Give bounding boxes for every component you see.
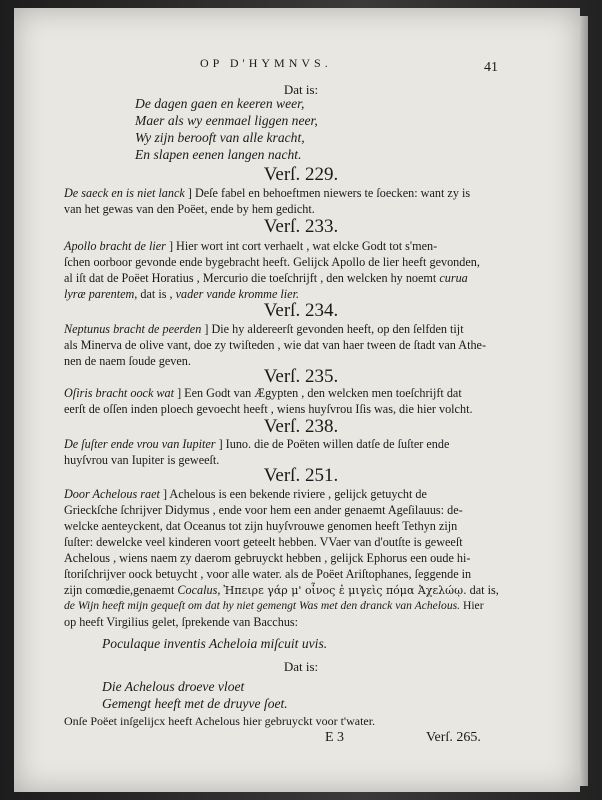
- dat-is-label: Dat is:: [283, 659, 319, 674]
- text: ] Die hy aldereerſt gevonden heeft, op den ſelfden tijt: [204, 322, 464, 336]
- commentary-line: als Minerva de olive vant, doe zy twiſteden , wie dat van haer tween de ſtadt van Athe-: [64, 338, 487, 352]
- lemma: De saeck en is niet lanck: [64, 186, 185, 200]
- text: zijn comœdie,genaemt: [64, 583, 175, 597]
- lemma: De ſuſter ende vrou van Iupiter: [64, 437, 216, 451]
- text: , dat is ,: [134, 287, 173, 301]
- text: Hier: [462, 599, 484, 612]
- running-head: OP D'HYMNVS.: [200, 56, 332, 70]
- commentary-line: [64, 599, 484, 612]
- verse-line: Wy zijn berooft van alle kracht,: [135, 130, 305, 145]
- commentary-line: Achelous , wiens naem zy daerom gebruyckt hebben , gelijck Ephorus een oude hi-: [64, 551, 471, 565]
- italic-text: curua: [439, 271, 468, 285]
- signature-mark: E 3: [325, 730, 345, 745]
- text: ] Een Godt van Ægypten , den welcken men toeſchrijft dat: [177, 386, 462, 400]
- commentary-line: [64, 186, 470, 201]
- commentary-line: [64, 239, 437, 254]
- text: al iſt dat de Poëet Horatius , Mercurio die toeſchrijft , den welcken hy noemt: [64, 271, 437, 285]
- section-heading: Verſ. 238.: [263, 416, 339, 437]
- commentary-line: huyſvrou van Iupiter is geweeſt.: [64, 453, 220, 467]
- italic-text: lyræ parentem: [64, 287, 135, 301]
- latin-quote: Poculaque inventis Acheloia miſcuit uvis.: [102, 636, 328, 651]
- dat-is-label: Dat is:: [283, 82, 319, 97]
- commentary-line: Grieckſche ſchrijver Didymus , ende voor hem een ander genaemt Ageſilauus: de-: [64, 503, 463, 517]
- commentary-line: [64, 487, 427, 502]
- lemma: Oſiris bracht oock wat: [64, 386, 175, 400]
- commentary-line: nen de naem ſoude geven.: [64, 354, 191, 368]
- commentary-line: [64, 583, 499, 598]
- italic-text: de Wijn heeft mijn gequeſt om dat hy niet gemengt Was met den dranck van Achelous.: [64, 599, 461, 612]
- verse-line: Gemengt heeft met de druyve ſoet.: [102, 696, 288, 711]
- verse-line: En slapen eenen langen nacht.: [135, 147, 302, 162]
- verse-line: Die Achelous droeve vloet: [102, 679, 245, 694]
- text: ] Achelous is een bekende riviere , gelijck getuycht de: [162, 487, 427, 501]
- commentary-line: welcke aenteyckent, dat Oceanus tot zijn huyſvrouwe genomen heeft Tethyn zijn: [64, 519, 458, 533]
- lemma: Apollo bracht de lier: [64, 239, 166, 253]
- commentary-line: eerſt de oſſen inden ploech gevoecht heeft , wiens huyſvrou Iſis was, die hier volcht.: [64, 402, 473, 416]
- section-heading: Verſ. 234.: [263, 300, 339, 321]
- catchword: Verſ. 265.: [426, 730, 481, 745]
- commentary-line: [64, 386, 462, 401]
- text: dat is,: [469, 583, 499, 597]
- commentary-line: van het gewas van den Poëet, ende by hem gedicht.: [64, 202, 315, 216]
- section-heading: Verſ. 251.: [263, 465, 339, 486]
- commentary-line: [64, 322, 464, 337]
- italic-text: Cocalus,: [177, 583, 221, 597]
- italic-text: vader vande kromme lier.: [175, 287, 300, 301]
- page-number: 41: [484, 60, 498, 75]
- verse-line: De dagen gaen en keeren weer,: [135, 96, 305, 111]
- text: ] Hier wort int cort verhaelt , wat elcke Godt tot s'men-: [168, 239, 438, 253]
- text: ] Iuno. die de Poëten willen datſe de ſuſter ende: [218, 437, 450, 451]
- section-heading: Verſ. 233.: [263, 216, 339, 237]
- greek-quote: Ἠπειρε γάρ μ' οἶνος ἐ μιγεὶς πόμα Ἀχελώῳ.: [223, 584, 467, 597]
- section-heading: Verſ. 235.: [263, 366, 339, 387]
- commentary-line: ſchen oorboor gevonde ende bygebracht heeft. Gelijck Apollo de lier heeft gevonden,: [64, 255, 480, 269]
- section-heading: Verſ. 229.: [263, 164, 339, 185]
- lemma: Door Achelous raet: [64, 487, 160, 501]
- commentary-line: [64, 271, 468, 286]
- closing-line: Onſe Poëet inſgelijcx heeft Achelous hier gebruyckt voor t'water.: [64, 714, 376, 728]
- commentary-line: [64, 437, 449, 452]
- commentary-line: ſuſter: dewelcke veel kinderen voort geteelt hebben. VVaer van d'outſte is geweeſt: [64, 535, 463, 549]
- lemma: Neptunus bracht de peerden: [64, 322, 202, 336]
- commentary-line: ſtoriſchrijver oock betuycht , voor alle water. als de Poëet Ariſtophanes, ſeggende in: [64, 567, 472, 581]
- commentary-line: op heeft Virgilius gelet, ſprekende van Bacchus:: [64, 615, 299, 629]
- text: ] Deſe fabel en behoeftmen niewers te ſoecken: want zy is: [187, 186, 471, 200]
- verse-line: Maer als wy eenmael liggen neer,: [135, 113, 318, 128]
